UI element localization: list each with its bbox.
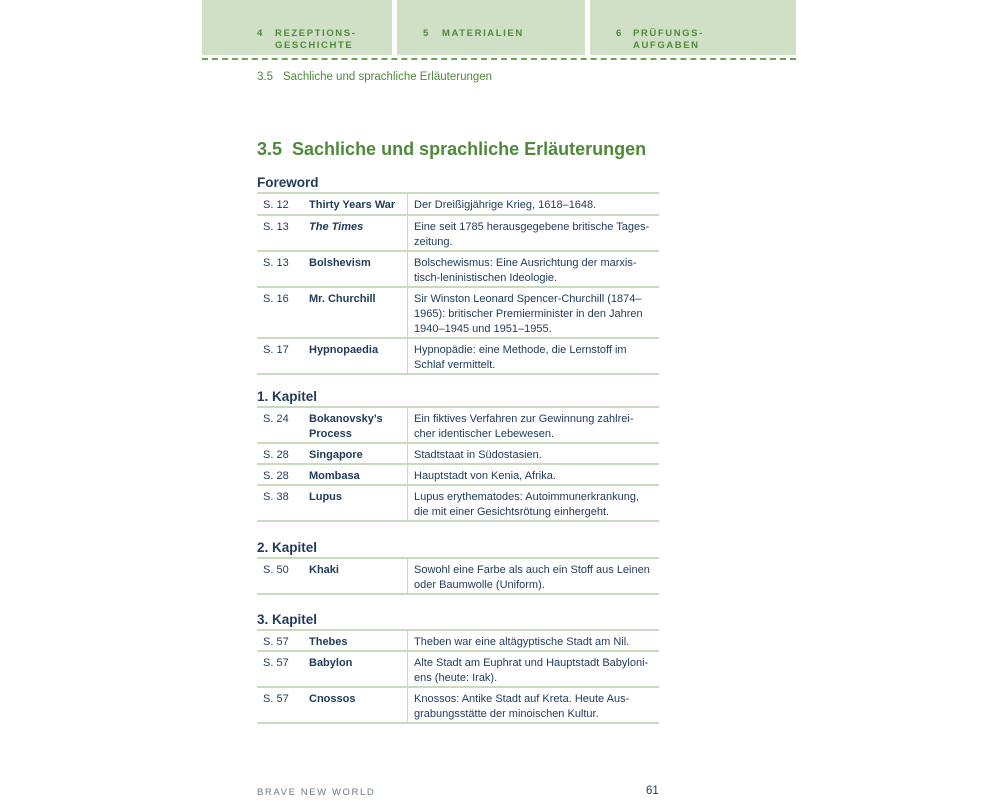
section-kapitel-2 bbox=[257, 539, 659, 595]
row-description: Alte Stadt am Euphrat und Hauptstadt Babyloni- ens (heute: Irak). bbox=[414, 657, 649, 684]
section-heading: 2. Kapitel bbox=[257, 540, 318, 555]
column-divider bbox=[407, 252, 408, 288]
tab-label-line1: PRÜFUNGS- bbox=[633, 28, 704, 39]
tab-label-line1: REZEPTIONS- bbox=[275, 28, 357, 39]
table-row bbox=[257, 631, 659, 652]
row-term: Bolshevism bbox=[309, 257, 371, 269]
running-header-number: 3.5 bbox=[257, 71, 273, 83]
row-description: Hypnopädie: eine Methode, die Lernstoff im Schlaf vermittelt. bbox=[414, 344, 627, 371]
column-divider bbox=[407, 194, 408, 216]
tab-label bbox=[633, 28, 704, 52]
row-term: Mombasa bbox=[309, 470, 360, 482]
section-heading: 1. Kapitel bbox=[257, 389, 318, 404]
section-heading: Foreword bbox=[257, 175, 319, 190]
row-term: Khaki bbox=[309, 564, 339, 576]
row-term: Singapore bbox=[309, 449, 363, 461]
tab-label bbox=[442, 28, 524, 40]
tab-number: 4 bbox=[257, 28, 264, 39]
table-row bbox=[257, 444, 659, 465]
column-divider bbox=[407, 631, 408, 652]
row-description: Sowohl eine Farbe als auch ein Stoff aus Leinen oder Baumwolle (Uniform). bbox=[414, 564, 650, 591]
footer-page-number: 61 bbox=[646, 785, 659, 797]
section-kapitel-3 bbox=[257, 611, 659, 724]
table-row bbox=[257, 194, 659, 216]
table-row bbox=[257, 486, 659, 522]
tab-number: 6 bbox=[616, 28, 623, 39]
tab-materialien[interactable] bbox=[397, 0, 585, 55]
row-divider bbox=[257, 373, 659, 375]
row-divider bbox=[257, 520, 659, 522]
tab-label-line2: GESCHICHTE bbox=[275, 40, 354, 51]
column-divider bbox=[407, 339, 408, 375]
row-description: Lupus erythematodes: Autoimmunerkrankung, die mit einer Gesichtsrötung einhergeht. bbox=[414, 491, 640, 518]
tab-rezeptionsgeschichte[interactable] bbox=[202, 0, 392, 55]
row-term: Lupus bbox=[309, 491, 342, 503]
column-divider bbox=[407, 465, 408, 486]
row-term: Cnossos bbox=[309, 693, 356, 705]
tab-label bbox=[275, 28, 356, 52]
section-heading: 3. Kapitel bbox=[257, 612, 318, 627]
row-description: Der Dreißigjährige Krieg, 1618–1648. bbox=[414, 199, 597, 211]
table-row bbox=[257, 559, 659, 595]
row-term: Babylon bbox=[309, 657, 353, 669]
row-page: S. 50 bbox=[263, 564, 289, 576]
table-row bbox=[257, 465, 659, 486]
row-page: S. 57 bbox=[263, 693, 289, 705]
row-description: Bolschewismus: Eine Ausrichtung der marxis- tisch-leninistischen Ideologie. bbox=[414, 257, 637, 284]
chapter-tabs bbox=[202, 0, 796, 55]
row-page: S. 13 bbox=[263, 257, 289, 269]
page-title-number: 3.5 bbox=[257, 139, 283, 159]
row-page: S. 17 bbox=[263, 344, 289, 356]
row-term: Mr. Churchill bbox=[309, 293, 376, 305]
table-row bbox=[257, 288, 659, 339]
row-page: S. 28 bbox=[263, 449, 289, 461]
table-row bbox=[257, 339, 659, 375]
row-term: Hypnopaedia bbox=[309, 344, 379, 356]
tab-number: 5 bbox=[423, 28, 430, 39]
running-header bbox=[257, 71, 492, 83]
tab-label-line1: MATERIALIEN bbox=[442, 28, 524, 39]
row-page: S. 57 bbox=[263, 636, 289, 648]
row-description: Hauptstadt von Kenia, Afrika. bbox=[414, 470, 556, 482]
row-description: Ein fiktives Verfahren zur Gewinnung zahlrei- cher identischer Lebewesen. bbox=[414, 413, 634, 440]
table-row bbox=[257, 216, 659, 252]
header-dashed-divider bbox=[202, 58, 796, 60]
page-title bbox=[257, 139, 646, 160]
page-title-text: Sachliche und sprachliche Erläuterungen bbox=[292, 139, 647, 159]
tab-label-line2: AUFGABEN bbox=[633, 40, 700, 51]
row-description: Stadtstaat in Südostasien. bbox=[414, 449, 542, 461]
table-row bbox=[257, 688, 659, 724]
table-row bbox=[257, 252, 659, 288]
column-divider bbox=[407, 688, 408, 724]
column-divider bbox=[407, 486, 408, 522]
column-divider bbox=[407, 288, 408, 339]
column-divider bbox=[407, 652, 408, 688]
row-divider bbox=[257, 593, 659, 595]
section-kapitel-1 bbox=[257, 388, 659, 522]
running-header-title: Sachliche und sprachliche Erläuterungen bbox=[283, 71, 493, 83]
row-description: Knossos: Antike Stadt auf Kreta. Heute Aus- grabungsstätte der minoischen Kultur. bbox=[414, 693, 630, 720]
table-row bbox=[257, 408, 659, 444]
table-row bbox=[257, 652, 659, 688]
row-term: Thebes bbox=[309, 636, 348, 648]
row-description: Eine seit 1785 herausgegebene britische Tages- zeitung. bbox=[414, 221, 650, 248]
row-page: S. 24 bbox=[263, 413, 289, 425]
row-divider bbox=[257, 722, 659, 724]
column-divider bbox=[407, 559, 408, 595]
tab-pruefungsaufgaben[interactable] bbox=[590, 0, 796, 55]
row-page: S. 12 bbox=[263, 199, 289, 211]
row-page: S. 38 bbox=[263, 491, 289, 503]
column-divider bbox=[407, 408, 408, 444]
row-description: Theben war eine altägyptische Stadt am Nil. bbox=[414, 636, 630, 648]
column-divider bbox=[407, 444, 408, 465]
row-page: S. 28 bbox=[263, 470, 289, 482]
column-divider bbox=[407, 216, 408, 252]
row-page: S. 57 bbox=[263, 657, 289, 669]
row-term: The Times bbox=[309, 221, 364, 233]
row-page: S. 13 bbox=[263, 221, 289, 233]
row-page: S. 16 bbox=[263, 293, 289, 305]
row-term: Thirty Years War bbox=[309, 199, 396, 211]
footer-book-title: BRAVE NEW WORLD bbox=[257, 787, 376, 798]
section-foreword bbox=[257, 174, 659, 375]
row-description: Sir Winston Leonard Spencer-Churchill (1874–1965): britischer Premierminister in den Jahren 1940–1945 und 1951–1955. bbox=[414, 293, 643, 335]
row-term: Bokanovsky’s Process bbox=[309, 413, 383, 440]
